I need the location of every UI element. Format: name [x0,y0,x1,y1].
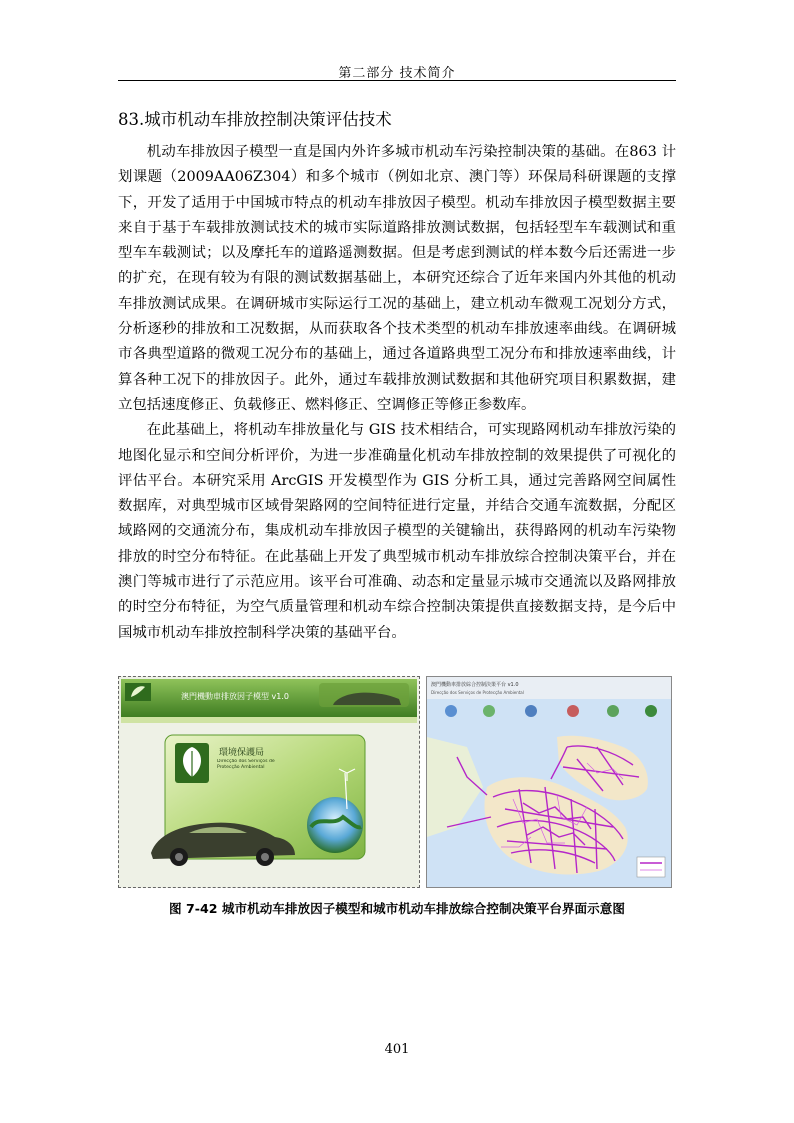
gis-map-illustration [427,677,671,887]
map-legend [637,857,665,877]
platform-title-bar [427,677,671,699]
toolbar-layer-icon[interactable] [483,705,495,717]
toolbar-analysis-icon[interactable] [607,705,619,717]
toolbar-settings-icon[interactable] [645,705,657,717]
running-header: 第二部分 技术简介 [338,66,456,81]
emission-model-screenshot [118,676,420,888]
gis-platform-screenshot [426,676,672,888]
org-name-pt: Direcção dos Serviços de Protecção Ambiental [217,759,275,770]
figure-caption: 图 7-42 城市机动车排放因子模型和城市机动车排放综合控制决策平台界面示意图 [169,901,625,916]
section-title: 83.城市机动车排放控制决策评估技术 [118,110,392,129]
platform-title: 澳門機動車排放綜合控制決策平台 v1.0 [431,682,519,688]
paragraph-2: 在此基础上，将机动车排放量化与 GIS 技术相结合，可实现路网机动车排放污染的地图化显示和空间分析评价，为进一步准确量化机动车排放控制的效果提供了可视化的评估平台。本研究采用 ArcGIS 开发模型作为 GIS 分析工具，通过完善路网空间属性数据库，对典型城市区域骨架路网的空间特征进行定量，并结合交通车流数据，分配区域路网的交通流分布，集成机动车排放因子模型的关键输出，获得路网的机动车污染物排放的时空分布特征。在此基础上开发了典型城市机动车排放综合控制决策平台，并在澳门等城市进行了示范应用。该平台可准确、动态和定量显示城市交通流以及路网排放的时空分布特征，为空气质量管理和机动车综合控制决策提供直接数据支持，是今后中国城市机动车排放控制科学决策的基础平台。 [118,422,676,641]
toolbar-home-icon[interactable] [445,705,457,717]
paragraph-1: 机动车排放因子模型一直是国内外许多城市机动车污染控制决策的基础。在863 计划课题（2009AA06Z304）和多个城市（例如北京、澳门等）环保局科研课题的支撑下，开发了适用于中国城市特点的机动车排放因子模型。机动车排放因子模型数据主要来自于基于车载排放测试技术的城市实际道路排放测试数据，包括轻型车车载测试和重型车车载测试；以及摩托车的道路遥测数据。但是考虑到测试的样本数今后还需进一步的扩充，在现有较为有限的测试数据基础上，本研究还综合了近年来国内外其他的机动车排放测试成果。在调研城市实际运行工况的基础上，建立机动车微观工况划分方式，分析逐秒的排放和工况数据，从而获取各个技术类型的机动车排放速率曲线。在调研城市各典型道路的微观工况分布的基础上，通过各道路典型工况分布和排放速率曲线，计算各种工况下的排放因子。此外，通过车载排放测试数据和其他研究项目积累数据，建立包括速度修正、负载修正、燃料修正、空调修正等修正参数库。 [118,144,676,413]
platform-org-name: Direcção dos Serviços de Protecção Ambiental [431,690,524,695]
org-name-cn: 環境保護局 [219,748,265,758]
figure-7-42 [118,676,672,888]
toolbar-emission-icon[interactable] [567,705,579,717]
toolbar-traffic-icon[interactable] [525,705,537,717]
header-rule [118,80,676,81]
page-number: 401 [384,1042,410,1057]
app-title: 澳門機動車排放因子模型 v1.0 [181,692,289,701]
emission-model-illustration [119,677,419,887]
body-text [118,140,676,646]
